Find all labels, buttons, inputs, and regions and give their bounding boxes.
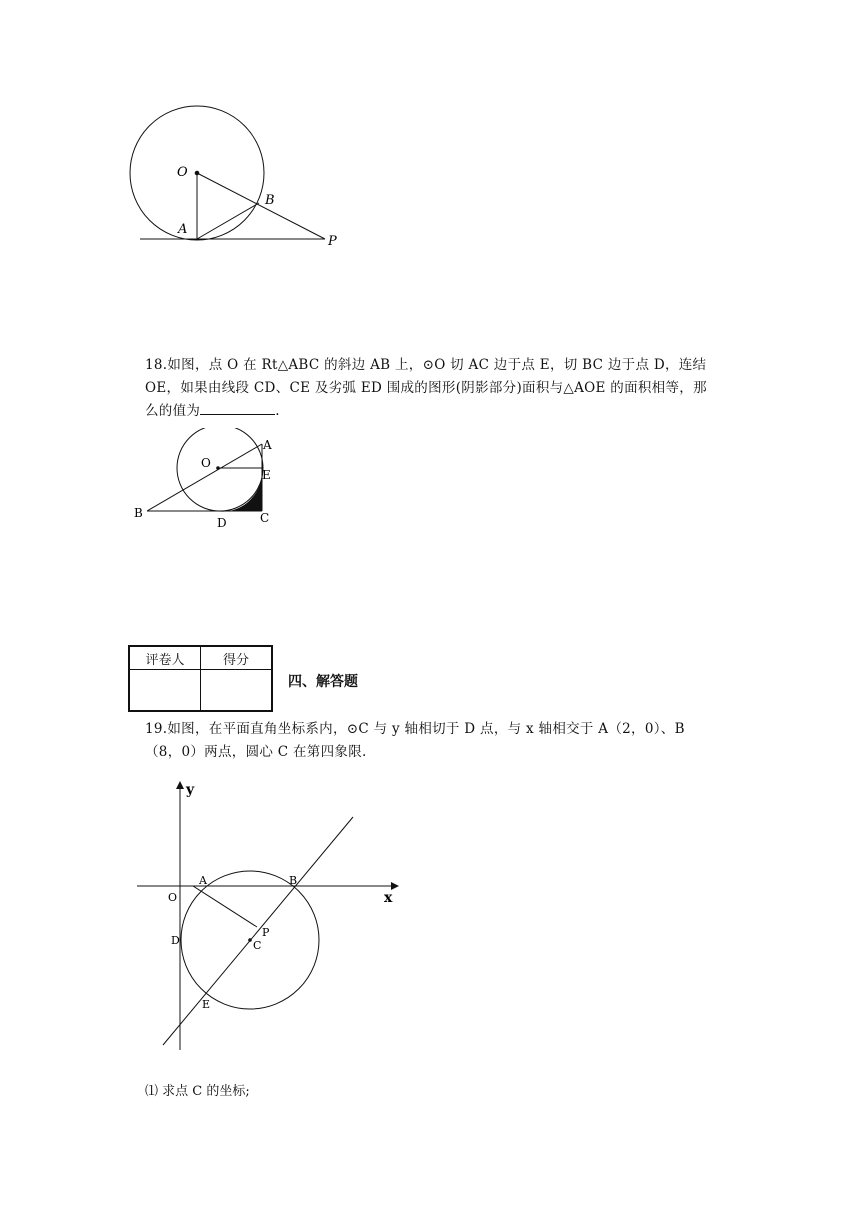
segment-op bbox=[197, 173, 325, 239]
label-o: O bbox=[168, 891, 178, 904]
label-o: O bbox=[177, 165, 188, 180]
hypotenuse-ab bbox=[147, 444, 262, 511]
segment-ap bbox=[193, 886, 257, 927]
question-19-sub-1 bbox=[145, 1081, 250, 1103]
question-18-text: 如图，点 O 在 Rt△ABC 的斜边 AB 上，⊙O 切 AC 边于点 E，切 BC 边于点 D，连结 OE，如果由线段 CD、CE 及劣弧 ED 围成的图形(阴影部分)面积与△AOE 的面积相等，那么的值为 bbox=[145, 357, 707, 419]
shaded-region bbox=[215, 471, 262, 512]
question-19 bbox=[145, 718, 720, 764]
circle-o bbox=[177, 428, 263, 511]
label-p: P bbox=[328, 234, 337, 249]
figure-circle-tangent-opa bbox=[120, 90, 360, 260]
figure-coordinate-circle bbox=[125, 775, 405, 1060]
label-c: C bbox=[253, 939, 262, 952]
label-c: C bbox=[260, 511, 270, 525]
label-b: B bbox=[289, 874, 298, 887]
label-p: P bbox=[262, 926, 270, 939]
label-d: D bbox=[171, 934, 180, 947]
label-e: E bbox=[262, 468, 271, 482]
label-b: B bbox=[265, 193, 275, 208]
sub-1-text: 求点 C 的坐标; bbox=[162, 1084, 250, 1099]
grader-cell[interactable] bbox=[129, 670, 201, 712]
label-y: y bbox=[186, 782, 195, 798]
grader-header: 评卷人 bbox=[129, 646, 201, 670]
label-e: E bbox=[202, 998, 211, 1011]
label-a: A bbox=[178, 222, 188, 237]
label-o: O bbox=[201, 456, 211, 470]
question-18-end: . bbox=[275, 403, 280, 419]
label-a: A bbox=[263, 438, 272, 452]
answer-blank bbox=[200, 400, 275, 415]
sub-1-marker: ⑴ bbox=[145, 1084, 159, 1099]
label-x: x bbox=[384, 890, 393, 906]
point-c-dot bbox=[248, 938, 252, 942]
score-cell[interactable] bbox=[201, 670, 273, 712]
label-a: A bbox=[199, 874, 207, 887]
point-o-dot bbox=[195, 171, 200, 176]
score-table bbox=[128, 645, 273, 712]
question-19-number: 19. bbox=[145, 721, 168, 737]
line-be bbox=[163, 817, 353, 1045]
question-18 bbox=[145, 354, 720, 423]
score-header: 得分 bbox=[201, 646, 273, 670]
section-title: 四、解答题 bbox=[288, 674, 358, 690]
segment-ab bbox=[197, 203, 259, 239]
point-o-dot bbox=[216, 466, 220, 470]
question-19-text: 如图，在平面直角坐标系内，⊙C 与 y 轴相切于 D 点，与 x 轴相交于 A（2，0）、B（8，0）两点，圆心 C 在第四象限. bbox=[145, 721, 685, 760]
label-d: D bbox=[217, 516, 227, 528]
label-b: B bbox=[134, 506, 143, 520]
figure-circle-in-right-triangle bbox=[125, 428, 285, 528]
question-18-number: 18. bbox=[145, 357, 168, 373]
